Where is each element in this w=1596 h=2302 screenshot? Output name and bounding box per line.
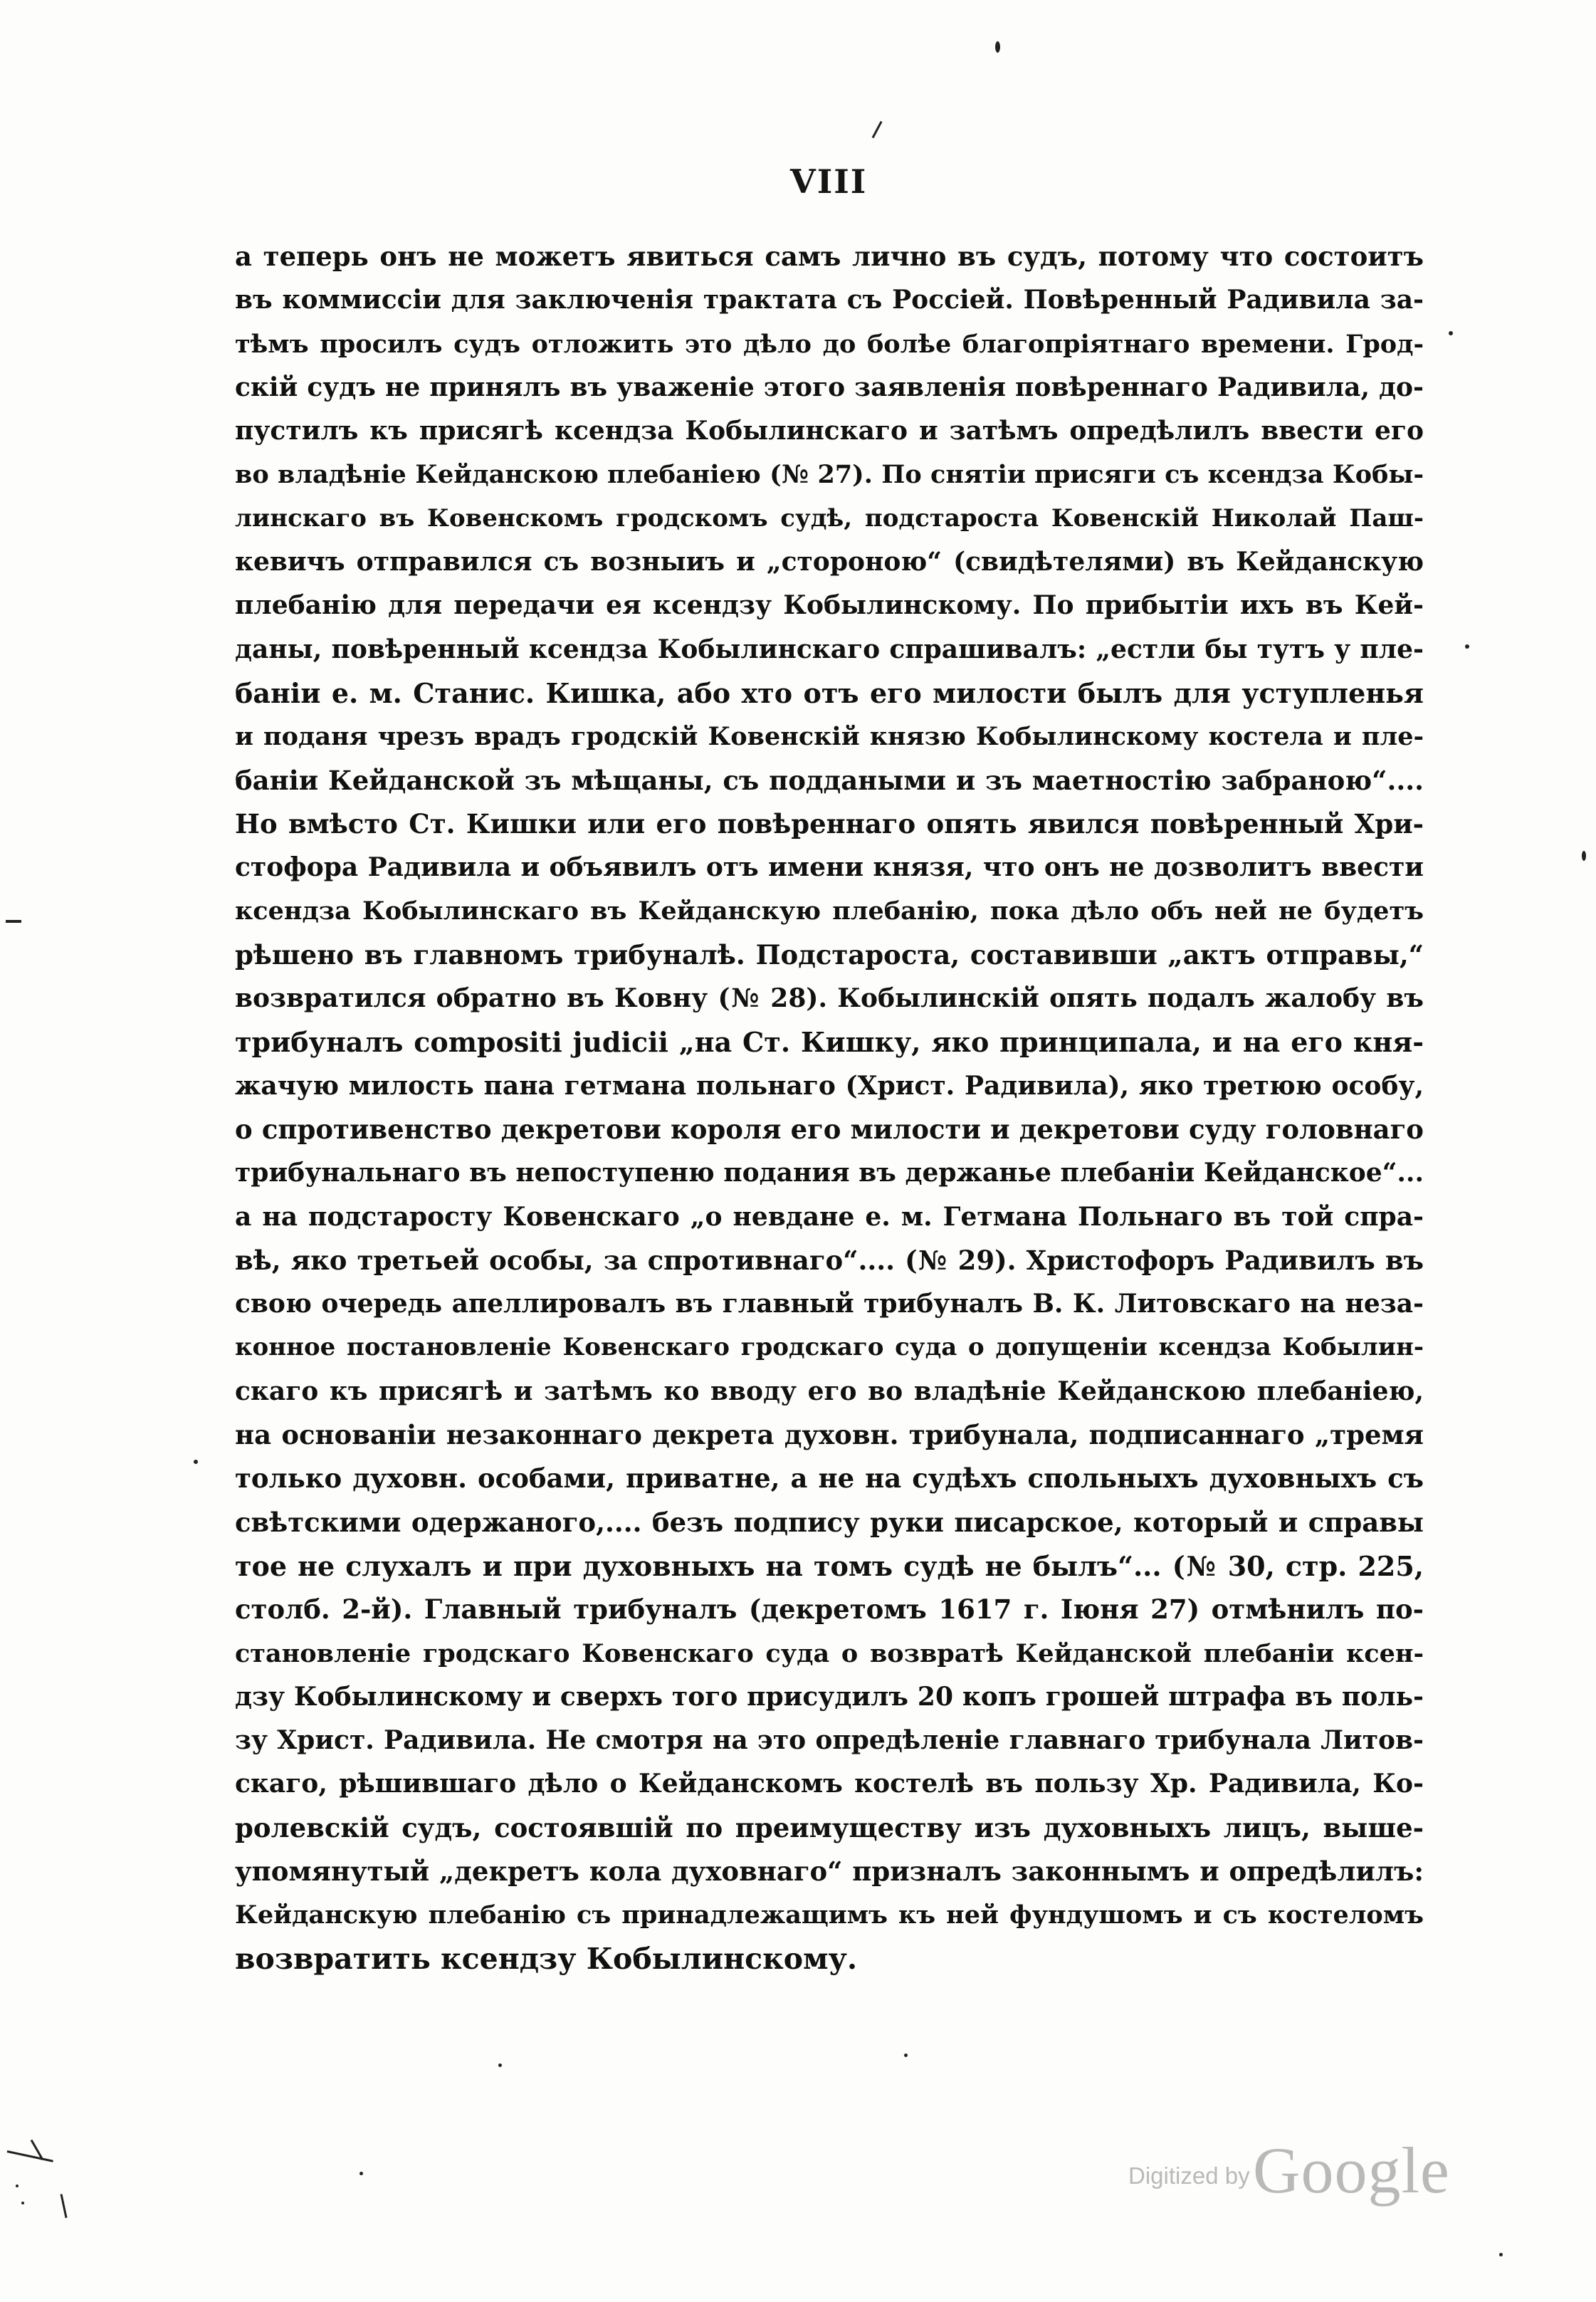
text-line: вѣ, яко третьей особы, за спротивнаго“.... (№ 29). Христофоръ Радивилъ въ bbox=[235, 1244, 1424, 1276]
text-line: зу Христ. Радивила. Не смотря на это опредѣленіе главнаго трибунала Литов- bbox=[235, 1725, 1424, 1756]
text-line-last: возвратить ксендзу Кобылинскому. bbox=[235, 1941, 858, 1976]
text-line: тое не слухалъ и при духовныхъ на томъ судѣ не былъ“... (№ 30, стр. 225, bbox=[235, 1549, 1424, 1582]
scan-speck bbox=[21, 2202, 24, 2204]
scan-speck bbox=[498, 2063, 502, 2067]
text-line: плебанію для передачи ея ксендзу Кобылинскому. По прибытіи ихъ въ Кей- bbox=[235, 590, 1424, 621]
text-line: а на подстаросту Ковенскаго „о невдане е. м. Гетмана Польнаго въ той спра- bbox=[235, 1201, 1424, 1232]
text-line: упомянутый „декретъ кола духовнаго“ призналъ законнымъ и опредѣлилъ: bbox=[235, 1855, 1424, 1887]
text-line: а теперь онъ не можетъ явиться самъ лично въ судъ, потому что состоитъ bbox=[235, 241, 1424, 272]
text-line: дзу Кобылинскому и сверхъ того присудилъ 20 копъ грошей штрафа въ поль- bbox=[235, 1681, 1424, 1712]
digitized-by-google-watermark bbox=[1128, 2133, 1450, 2208]
text-line: тѣмъ просилъ судъ отложить это дѣло до болѣе благопріятнаго времени. Грод- bbox=[235, 329, 1424, 359]
watermark-brand: Google bbox=[1253, 2134, 1450, 2207]
text-line: жачую милость пана гетмана польнаго (Христ. Радивила), яко третюю особу, bbox=[235, 1070, 1424, 1101]
text-line: Кейданскую плебанію съ принадлежащимъ къ ней фундушомъ и съ костеломъ bbox=[235, 1900, 1424, 1930]
text-line: во владѣніе Кейданскою плебаніею (№ 27). По снятіи присяги съ ксендза Кобы- bbox=[235, 460, 1424, 490]
text-line: на основаніи незаконнаго декрета духовн. трибунала, подписаннаго „тремя bbox=[235, 1419, 1424, 1451]
text-line: конное постановленіе Ковенскаго гродскаго суда о допущеніи ксендза Кобылин- bbox=[235, 1333, 1424, 1362]
text-line: кевичъ отправился съ возныиъ и „стороною“ (свидѣтелями) въ Кейданскую bbox=[235, 547, 1424, 577]
scan-speck bbox=[1449, 331, 1453, 335]
scan-scratch bbox=[6, 920, 21, 923]
page-number: VIII bbox=[790, 162, 868, 201]
text-line: рѣшено въ главномъ трибуналѣ. Подстароста, составивши „актъ отправы,“ bbox=[235, 938, 1424, 970]
text-line: стофора Радивила и объявилъ отъ имени князя, что онъ не дозволитъ ввести bbox=[235, 852, 1424, 883]
scan-speck bbox=[1499, 2253, 1503, 2256]
text-line: линскаго въ Ковенскомъ гродскомъ судѣ, подстароста Ковенскій Николай Паш- bbox=[235, 503, 1424, 533]
text-line: и поданя чрезъ врадъ гродскій Ковенскій князю Кобылинскому костела и пле- bbox=[235, 722, 1424, 752]
text-line: становленіе гродскаго Ковенскаго суда о возвратѣ Кейданской плебаніи ксен- bbox=[235, 1638, 1424, 1668]
text-line: даны, повѣренный ксендза Кобылинскаго спрашивалъ: „естли бы тутъ у пле- bbox=[235, 634, 1424, 664]
text-line: скаго, рѣшившаго дѣло о Кейданскомъ костелѣ въ пользу Хр. Радивила, Ко- bbox=[235, 1769, 1424, 1799]
text-line: трибуналъ compositi judicii „на Ст. Кишку, яко принципала, и на его кня- bbox=[235, 1026, 1424, 1059]
text-line: возвратился обратно въ Ковну (№ 28). Кобылинскій опять подалъ жалобу въ bbox=[235, 983, 1424, 1014]
text-line: ролевскій судъ, состоявшій по преимуществу изъ духовныхъ лицъ, выше- bbox=[235, 1811, 1424, 1843]
scan-speck bbox=[904, 2054, 908, 2057]
text-line: только духовн. особами, приватне, а не на судѣхъ спольныхъ духовныхъ съ bbox=[235, 1463, 1424, 1495]
text-line: свою очередь апеллировалъ въ главный трибуналъ В. К. Литовскаго на неза- bbox=[235, 1289, 1424, 1319]
text-line: Но вмѣсто Ст. Кишки или его повѣреннаго опять явился повѣренный Хри- bbox=[235, 807, 1424, 839]
text-line: свѣтскими одержаного,.... безъ подпису руки писарское, который и справы bbox=[235, 1506, 1424, 1538]
scan-speck bbox=[1582, 851, 1586, 861]
text-line: трибунальнаго въ непоступеню подания въ держанье плебаніи Кейданское“... bbox=[235, 1158, 1424, 1188]
scan-speck bbox=[1465, 644, 1469, 649]
text-line: баніи Кейданской зъ мѣщаны, съ поддаными и зъ маетностію забраною“.... bbox=[235, 764, 1424, 796]
scan-scratch bbox=[7, 2150, 53, 2162]
text-line: пустилъ къ присягѣ ксендза Кобылинскаго и затѣмъ опредѣлилъ ввести его bbox=[235, 416, 1424, 446]
scan-scratch bbox=[872, 121, 883, 138]
text-line: о спротивенство декретови короля его милости и декретови суду головнаго bbox=[235, 1113, 1424, 1145]
scan-speck bbox=[194, 1460, 198, 1464]
text-line: баніи е. м. Станис. Кишка, або хто отъ его милости былъ для уступленья bbox=[235, 676, 1424, 709]
scan-speck bbox=[16, 2185, 19, 2187]
scan-scratch bbox=[61, 2194, 68, 2218]
text-line: въ коммиссіи для заключенія трактата съ Россіей. Повѣренный Радивила за- bbox=[235, 285, 1424, 315]
text-line: скій судъ не принялъ въ уваженіе этого заявленія повѣреннаго Радивила, до- bbox=[235, 372, 1424, 402]
scan-speck bbox=[995, 41, 1000, 53]
text-line: скаго къ присягѣ и затѣмъ ко вводу его во владѣніе Кейданскою плебаніею, bbox=[235, 1376, 1424, 1406]
watermark-prefix: Digitized by bbox=[1128, 2162, 1250, 2189]
body-text bbox=[235, 235, 1424, 1981]
text-line: ксендза Кобылинскаго въ Кейданскую плебанію, пока дѣло объ ней не будетъ bbox=[235, 896, 1424, 926]
scan-speck bbox=[359, 2172, 363, 2175]
text-line: столб. 2-й). Главный трибуналъ (декретомъ 1617 г. Іюня 27) отмѣнилъ по- bbox=[235, 1594, 1424, 1626]
